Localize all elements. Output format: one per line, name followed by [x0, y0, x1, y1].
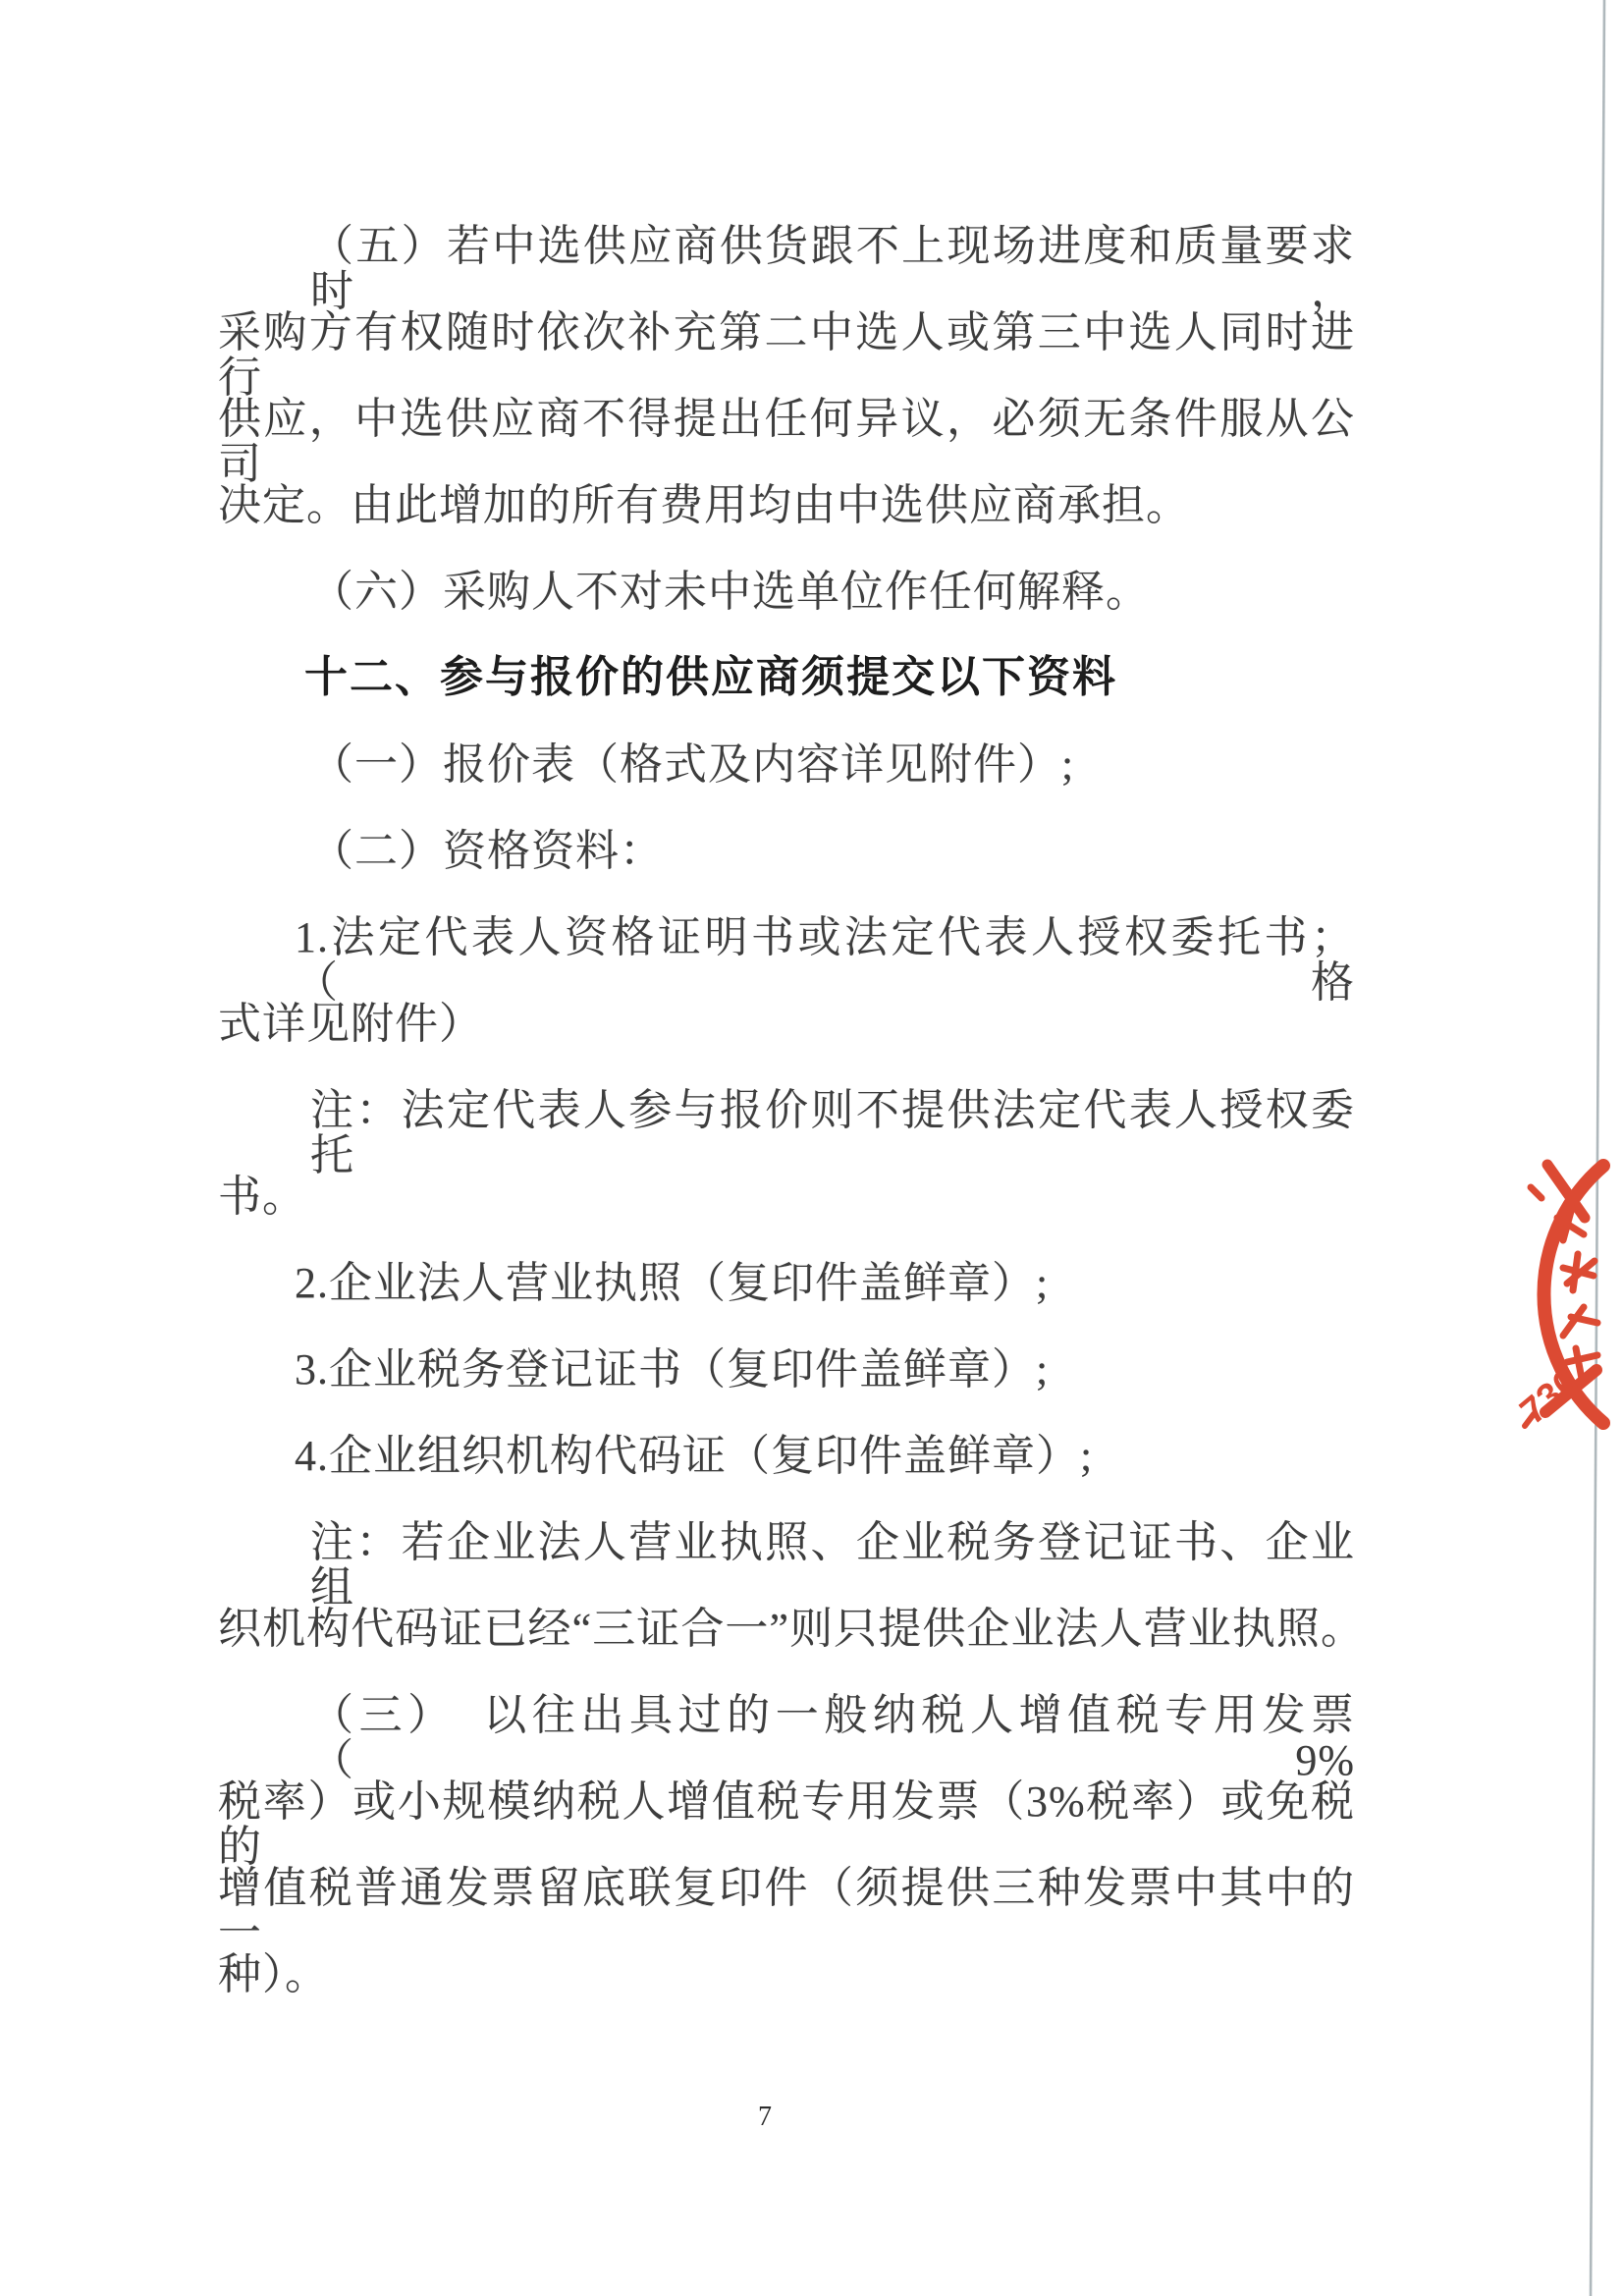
text-line: 注：若企业法人营业执照、企业税务登记证书、企业组 — [310, 1518, 1355, 1612]
stamp-illegible-marks — [1531, 1187, 1597, 1379]
seal-ring-arc — [1545, 1370, 1596, 1412]
seal-ring-arc — [1543, 1166, 1603, 1423]
text-line: 供应，中选供应商不得提出任何异议，必须无条件服从公司 — [218, 395, 1355, 488]
text-line: 决定。由此增加的所有费用均由中选供应商承担。 — [218, 481, 1190, 529]
page-edge-line — [1591, 0, 1604, 2296]
text-line: 式详见附件） — [218, 1000, 483, 1048]
seal-stamp — [1513, 1165, 1603, 1433]
text-line: （三） 以往出具过的一般纳税人增值税专用发票（9% — [310, 1691, 1355, 1784]
text-line: （五）若中选供应商供货跟不上现场进度和质量要求时， — [310, 222, 1355, 315]
stamp-illegible-marks — [1525, 1414, 1534, 1426]
text-line: 种）。 — [218, 1950, 329, 1998]
text-line: （一）报价表（格式及内容详见附件）; — [310, 740, 1075, 789]
text-line: 增值税普通发票留底联复印件（须提供三种发票中其中的一 — [218, 1864, 1355, 1957]
text-line: 织机构代码证已经“三证合一”则只提供企业法人营业执照。 — [218, 1605, 1365, 1653]
text-line: 3.企业税务登记证书（复印件盖鲜章）; — [295, 1345, 1050, 1394]
stamp-digits: 736 — [1512, 1360, 1588, 1433]
text-line: 书。 — [218, 1173, 306, 1221]
page-number: 7 — [758, 2102, 772, 2132]
text-line: 采购方有权随时依次补充第二中选人或第三中选人同时进行 — [218, 308, 1355, 402]
text-line: 税率）或小规模纳税人增值税专用发票（3%税率）或免税的 — [218, 1777, 1355, 1871]
section-heading: 十二、参与报价的供应商须提交以下资料 — [304, 653, 1117, 701]
text-line: 1.法定代表人资格证明书或法定代表人授权委托书；（格 — [295, 913, 1355, 1007]
seal-ring-arc — [1547, 1165, 1585, 1218]
text-line: （二）资格资料： — [310, 827, 664, 875]
text-line: 4.企业组织机构代码证（复印件盖鲜章）; — [295, 1432, 1094, 1480]
text-line: 2.企业法人营业执照（复印件盖鲜章）; — [295, 1259, 1050, 1307]
text-line: 注：法定代表人参与报价则不提供法定代表人授权委托 — [310, 1086, 1355, 1179]
text-line: （六）采购人不对未中选单位作任何解释。 — [310, 568, 1150, 616]
